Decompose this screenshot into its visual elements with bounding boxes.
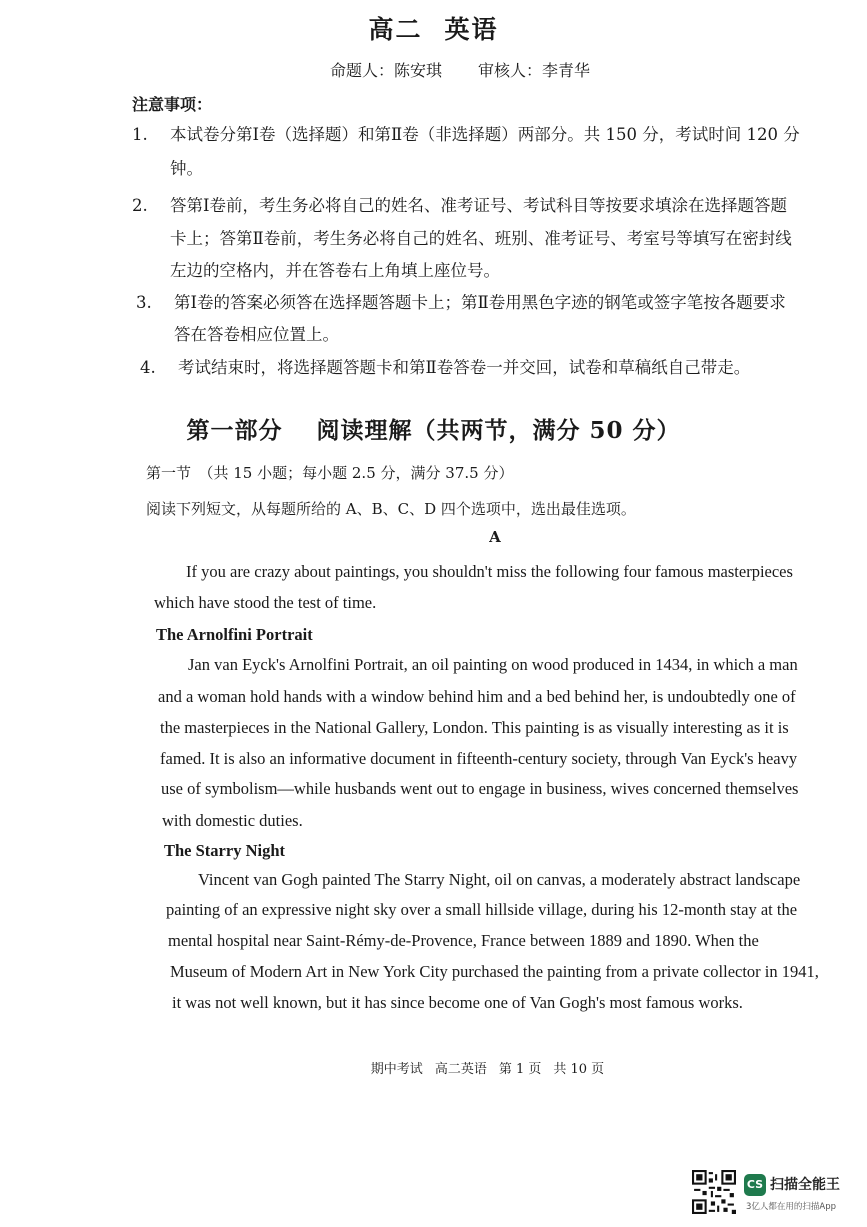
page-footer (0, 1058, 867, 1077)
passage-line: painting of an expressive night sky over a small hillside village, during his 12-month stay at the (166, 900, 798, 919)
notice-item-line: 钟。 (170, 159, 203, 178)
passage-line: and a woman hold hands with a window behind him and a bed behind her, is undoubtedly one of (158, 687, 796, 706)
title-subject: 英语 (444, 15, 499, 44)
page-title (0, 10, 867, 46)
painting-title: The Starry Night (164, 841, 285, 860)
footer-total: 共 10 页 (553, 1062, 605, 1077)
painting-title: The Arnolfini Portrait (156, 625, 313, 644)
notice-item-line: 答第Ⅰ卷前，考生务必将自己的姓名、准考证号、考试科目等按要求填涂在选择题答题 (170, 196, 788, 215)
passage-line: Museum of Modern Art in New York City purchased the painting from a private collector in 1941, (170, 962, 819, 981)
part-one-heading (0, 412, 867, 445)
notice-item-number: 2. (132, 196, 148, 215)
section-heading: 第一节 （共 15 小题；每小题 2.5 分，满分 37.5 分） (146, 464, 514, 482)
footer-exam: 期中考试 (370, 1062, 423, 1077)
passage-line: it was not well known, but it has since become one of Van Gogh's most famous works. (172, 993, 743, 1012)
notice-item-line: 本试卷分第Ⅰ卷（选择题）和第Ⅱ卷（非选择题）两部分。共 150 分，考试时间 120 分 (170, 125, 800, 144)
passage-intro-line: which have stood the test of time. (154, 593, 377, 612)
notice-item-number: 4. (140, 358, 156, 377)
passage-letter: A (489, 528, 501, 546)
notice-item-line: 第Ⅰ卷的答案必须答在选择题答题卡上；第Ⅱ卷用黑色字迹的钢笔或签字笔按各题要求 (174, 293, 786, 312)
part-one-title: 阅读理解（共两节，满分 50 分） (316, 417, 681, 444)
passage-line: with domestic duties. (162, 811, 303, 830)
footer-page: 第 1 页 (498, 1062, 542, 1077)
reviewer-label: 审核人：李青华 (478, 61, 591, 80)
author-label: 命题人：陈安琪 (330, 61, 443, 80)
notice-item-line: 答在答卷相应位置上。 (174, 325, 339, 344)
notice-item-number: 1. (132, 125, 148, 144)
scanner-app-name: 扫描全能王 (770, 1177, 840, 1193)
footer-subject: 高二英语 (434, 1062, 487, 1077)
notice-heading: 注意事项： (132, 95, 213, 114)
passage-line: Jan van Eyck's Arnolfini Portrait, an oil painting on wood produced in 1434, in which a man (188, 655, 798, 674)
author-line (330, 58, 590, 81)
passage-line: the masterpieces in the National Gallery, London. This painting is as visually interesting as it is (160, 718, 789, 737)
passage-line: mental hospital near Saint-Rémy-de-Provence, France between 1889 and 1890. When the (168, 931, 759, 950)
passage-line: famed. It is also an informative document in fifteenth-century society, through Van Eyck's heavy (160, 749, 798, 768)
passage-line: Vincent van Gogh painted The Starry Night, oil on canvas, a moderately abstract landscape (198, 870, 801, 889)
scanner-tagline: 3亿人都在用的扫描App (746, 1202, 837, 1212)
title-grade: 高二 (368, 15, 423, 44)
part-one-label: 第一部分 (186, 417, 283, 444)
notice-item-number: 3. (136, 293, 152, 312)
notice-item-line: 左边的空格内，并在答卷右上角填上座位号。 (170, 261, 500, 280)
passage-intro-line: If you are crazy about paintings, you shouldn't miss the following four famous masterpieces (186, 562, 793, 581)
cs-logo-icon: CS (744, 1174, 766, 1196)
instruction-text: 阅读下列短文，从每题所给的 A、B、C、D 四个选项中，选出最佳选项。 (146, 500, 636, 518)
passage-line: use of symbolism—while husbands went out to engage in business, wives concerned themselves (161, 779, 799, 798)
notice-item-line: 考试结束时，将选择题答题卡和第Ⅱ卷答卷一并交回，试卷和草稿纸自己带走。 (178, 358, 751, 377)
notice-item-line: 卡上；答第Ⅱ卷前，考生务必将自己的姓名、班别、准考证号、考室号等填写在密封线 (170, 229, 792, 248)
qr-code-icon (692, 1170, 736, 1214)
